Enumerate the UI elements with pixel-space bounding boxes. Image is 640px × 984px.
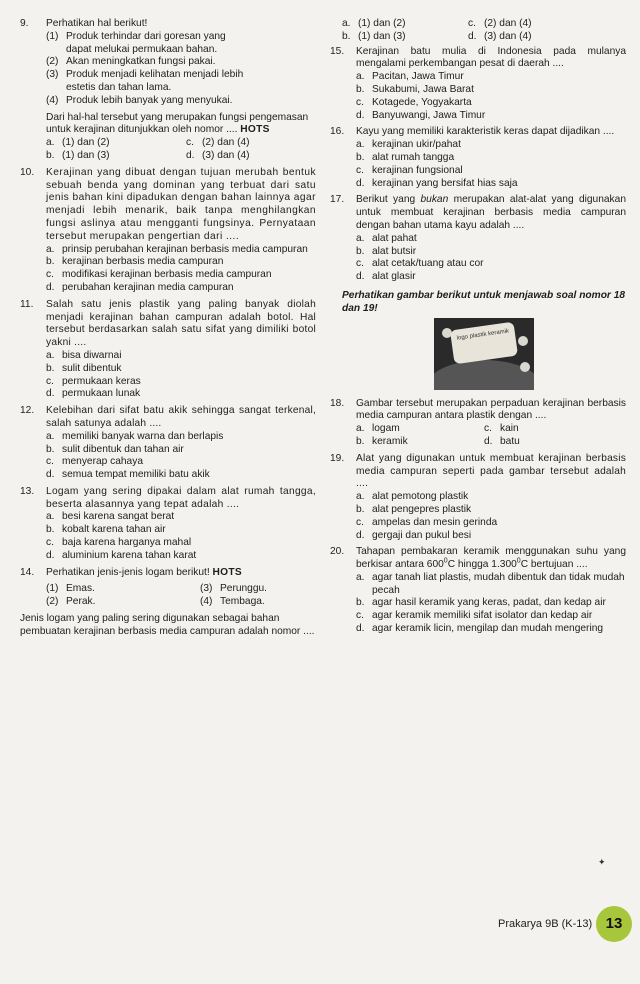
statement: estetis dan tahan lama. xyxy=(66,81,172,93)
options xyxy=(330,423,626,449)
emphasis: bukan xyxy=(420,194,449,206)
list-item: (3) Perunggu. xyxy=(200,583,268,595)
option-b[interactable]: b. Sukabumi, Jawa Barat xyxy=(356,83,474,95)
list-item: (4) Tembaga. xyxy=(200,596,265,608)
question-number: 15. xyxy=(330,45,345,57)
option-c[interactable]: c. agar keramik memiliki sifat isolator dan kedap air xyxy=(356,610,593,622)
option-a[interactable]: a. prinsip perubahan kerajinan berbasis media campuran xyxy=(46,243,308,255)
question-number: 12. xyxy=(20,405,35,417)
photo-highlight xyxy=(520,362,530,372)
photo-highlight xyxy=(518,336,528,346)
question-14-options xyxy=(330,18,626,44)
option-a[interactable]: a. besi karena sangat berat xyxy=(46,511,175,523)
option-c[interactable]: c. Kotagede, Yogyakarta xyxy=(356,96,472,108)
question-20 xyxy=(330,546,626,636)
option-b[interactable]: b. alat butsir xyxy=(356,245,417,257)
option-a[interactable]: a. alat pemotong plastik xyxy=(356,491,469,503)
option-a[interactable]: a. agar tanah liat plastis, mudah dibentuk dan tidak mudah pecah xyxy=(356,571,625,596)
question-number: 16. xyxy=(330,126,345,138)
question-text: Kayu yang memiliki karakteristik keras dapat dijadikan .... xyxy=(356,126,615,138)
question-9 xyxy=(20,18,316,163)
photo-label: logo plastik keramik xyxy=(450,321,518,364)
option-b[interactable]: b. (1) dan (3) xyxy=(342,30,406,42)
question-text: Perhatikan jenis-jenis logam berikut! HOTS xyxy=(46,566,242,578)
question-number: 18. xyxy=(330,397,345,409)
question-number: 9. xyxy=(20,18,29,29)
options xyxy=(20,137,316,163)
question-13 xyxy=(20,486,316,563)
option-b[interactable]: b. agar hasil keramik yang keras, padat, dan kedap air xyxy=(356,597,606,609)
option-c[interactable]: c. permukaan keras xyxy=(46,375,141,387)
statement: dapat melukai permukaan bahan. xyxy=(66,43,218,55)
option-c[interactable]: c. menyerap cahaya xyxy=(46,456,143,468)
option-d[interactable]: d. (3) dan (4) xyxy=(468,30,532,42)
question-text: Kerajinan yang dibuat dengan tujuan merubah bentuk sebuah benda yang dominan yang terbuat dari satu jenis bahan kini dipadukan dengan bahan lainnya agar menjadi lebih menarik, baik tanpa menghilangkan fungsi aslinya atau mengganti fungsinya. Pernyataan tersebut merupakan pengertian dari .... xyxy=(46,166,316,242)
option-c[interactable]: c. ampelas dan mesin gerinda xyxy=(356,516,498,528)
option-b[interactable]: b. keramik xyxy=(356,435,408,447)
option-d[interactable]: d. batu xyxy=(484,435,520,447)
question-text: Gambar tersebut merupakan perpaduan kerajinan berbasis media campuran antara plastik dengan .... xyxy=(356,397,626,422)
right-column xyxy=(330,18,626,640)
question-18 xyxy=(330,398,626,449)
statement: (3) Produk menjadi kelihatan menjadi lebih xyxy=(46,69,244,81)
option-a[interactable]: a. alat pahat xyxy=(356,232,417,244)
option-d[interactable]: d. semua tempat memiliki batu akik xyxy=(46,469,210,481)
option-a[interactable]: a. logam xyxy=(356,423,400,435)
question-text: Perhatikan hal berikut! xyxy=(46,18,148,29)
question-number: 20. xyxy=(330,546,345,558)
statement: (1) Produk terhindar dari goresan yang xyxy=(46,30,226,42)
question-text: Alat yang digunakan untuk membuat kerajinan berbasis media campuran seperti pada gambar tersebut adalah .... xyxy=(356,452,626,490)
option-c[interactable]: c. alat cetak/tuang atau cor xyxy=(356,258,484,270)
option-c[interactable]: c. (2) dan (4) xyxy=(468,18,532,29)
question-16 xyxy=(330,126,626,190)
option-c[interactable]: c. kerajinan fungsional xyxy=(356,164,463,176)
option-b[interactable]: b. kobalt karena tahan air xyxy=(46,524,166,536)
photo-base xyxy=(434,360,534,390)
book-title: Prakarya 9B (K-13) xyxy=(498,918,593,930)
question-number: 19. xyxy=(330,452,345,464)
option-c[interactable]: c. baja karena harganya mahal xyxy=(46,537,192,549)
option-c[interactable]: c. (2) dan (4) xyxy=(186,137,250,149)
question-number: 17. xyxy=(330,194,345,206)
question-11 xyxy=(20,299,316,401)
list-item: (2) Perak. xyxy=(46,596,96,608)
option-b[interactable]: b. sulit dibentuk xyxy=(46,362,122,374)
question-text: Berikut yang bukan merupakan alat-alat yang digunakan untuk membuat kerajinan berbasis media campuran dengan bahan utama kayu adalah .... xyxy=(356,194,626,231)
statement: (2) Akan meningkatkan fungsi pakai. xyxy=(46,56,216,68)
question-17 xyxy=(330,194,626,284)
option-d[interactable]: d. (3) dan (4) xyxy=(186,149,250,161)
hots-badge: HOTS xyxy=(240,124,270,136)
hots-badge: HOTS xyxy=(212,566,242,578)
list-item: (1) Emas. xyxy=(46,583,95,595)
statement: (4) Produk lebih banyak yang menyukai. xyxy=(46,94,233,106)
question-15 xyxy=(330,46,626,123)
question-number: 11. xyxy=(20,298,34,310)
question-prompt: Dari hal-hal tersebut yang merupakan fungsi pengemasan untuk kerajinan ditunjukkan oleh nomor .... HOTS xyxy=(46,111,309,136)
option-b[interactable]: b. kerajinan berbasis media campuran xyxy=(46,256,224,268)
option-a[interactable]: a. (1) dan (2) xyxy=(342,18,406,29)
question-text: Salah satu jenis plastik yang paling banyak diolah menjadi kerajinan bahan campuran adalah botol. Hal tersebut berdasarkan salah satu sifat yang dimiliki botol yakni .... xyxy=(46,298,316,349)
question-prompt: Jenis logam yang paling sering digunakan sebagai bahan pembuatan kerajinan berbasis media campuran adalah nomor .... xyxy=(20,613,315,637)
option-c[interactable]: c. modifikasi kerajinan berbasis media campuran xyxy=(46,269,272,281)
option-d[interactable]: d. gergaji dan pukul besi xyxy=(356,529,472,541)
metal-list xyxy=(20,583,316,609)
option-b[interactable]: b. alat pengepres plastik xyxy=(356,503,472,515)
option-a[interactable]: a. kerajinan ukir/pahat xyxy=(356,139,461,151)
question-10 xyxy=(20,167,316,295)
option-d[interactable]: d. agar keramik licin, mengilap dan mudah mengering xyxy=(356,623,604,635)
option-d[interactable]: d. Banyuwangi, Jawa Timur xyxy=(356,109,486,121)
question-14 xyxy=(20,567,316,639)
option-b[interactable]: b. (1) dan (3) xyxy=(46,149,110,161)
option-d[interactable]: d. permukaan lunak xyxy=(46,388,141,400)
question-text: Tahapan pembakaran keramik menggunakan suhu yang berkisar antara $600^0C$ hingga 1.300$^0$C bertujuan .... xyxy=(356,546,626,571)
question-number: 10. xyxy=(20,166,35,178)
option-d[interactable]: d. aluminium karena tahan karat xyxy=(46,549,197,561)
question-number: 14. xyxy=(20,566,35,578)
option-b[interactable]: b. alat rumah tangga xyxy=(356,151,455,163)
question-number: 13. xyxy=(20,485,35,497)
option-d[interactable]: d. kerajinan yang bersifat hias saja xyxy=(356,177,518,189)
option-a[interactable]: a. bisa diwarnai xyxy=(46,349,122,361)
instruction-text: Perhatikan gambar berikut untuk menjawab soal nomor 18 dan 19! xyxy=(342,289,626,314)
question-text: Logam yang sering dipakai dalam alat rumah tangga, beserta alasannya yang tepat adalah .... xyxy=(46,485,316,510)
option-a[interactable]: a. (1) dan (2) xyxy=(46,137,110,149)
option-a[interactable]: a. memiliki banyak warna dan berlapis xyxy=(46,430,224,442)
option-c[interactable]: c. kain xyxy=(484,423,519,435)
option-d[interactable]: d. perubahan kerajinan media campuran xyxy=(46,281,234,293)
question-text: Kelebihan dari sifat batu akik sehingga sangat terkenal, salah satunya adalah .... xyxy=(46,405,316,429)
question-text: Kerajinan batu mulia di Indonesia pada mulanya mengalami perkembangan pesat di daerah .... xyxy=(356,45,626,70)
option-d[interactable]: d. alat glasir xyxy=(356,271,416,283)
asterisk-icon: ✦ xyxy=(598,857,606,867)
page-number: 13 xyxy=(596,906,632,942)
left-column xyxy=(20,18,316,643)
option-a[interactable]: a. Pacitan, Jawa Timur xyxy=(356,71,464,83)
question-19 xyxy=(330,453,626,543)
craft-photo xyxy=(434,318,534,390)
question-12 xyxy=(20,405,316,482)
option-b[interactable]: b. sulit dibentuk dan tahan air xyxy=(46,443,184,455)
